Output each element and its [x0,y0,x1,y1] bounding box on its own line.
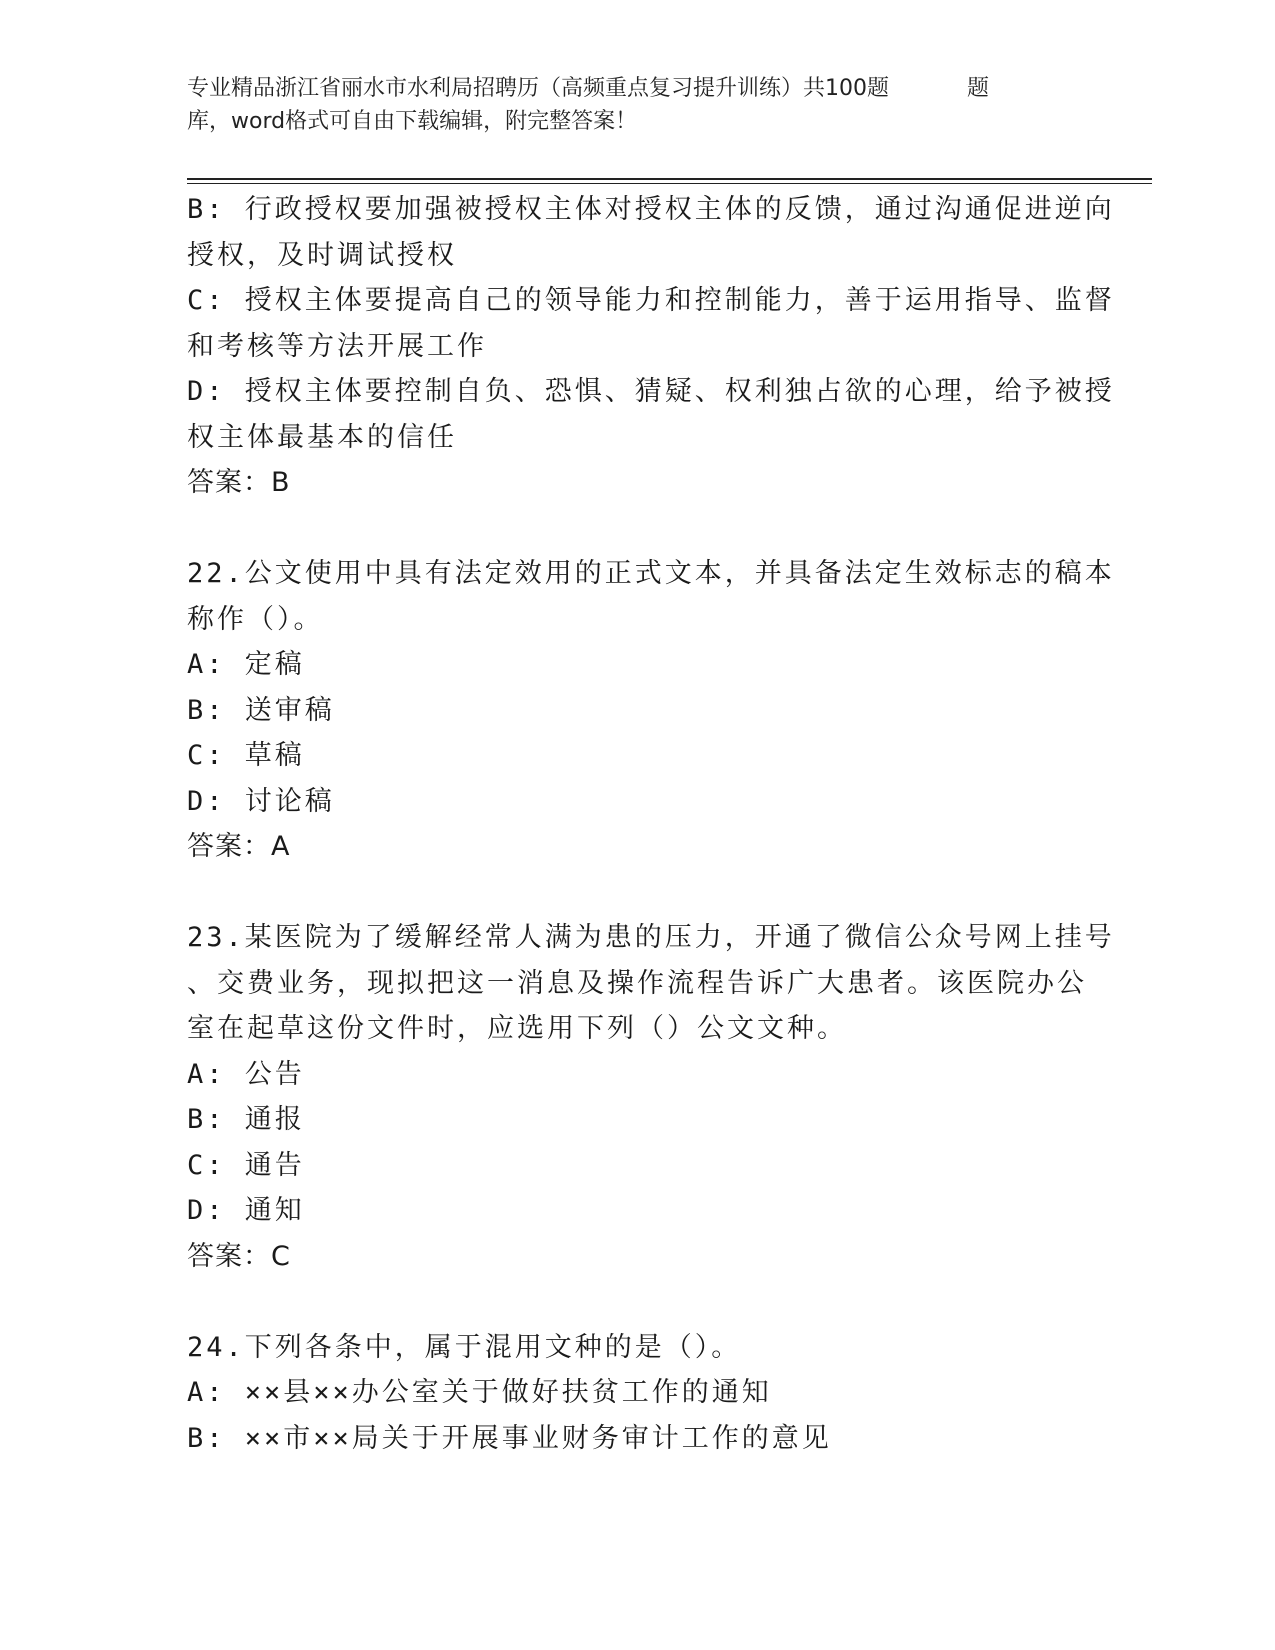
q23-question-line1: 23.某医院为了缓解经常人满为患的压力，开通了微信公众号网上挂号 [187,922,1115,953]
question-21-block [187,187,1115,506]
header-line-2: 库，word格式可自由下载编辑，附完整答案！ [187,109,638,134]
header-line-1 [187,72,1087,105]
q22-option-b: B: 送审稿 [187,694,335,726]
page-header [187,72,1087,138]
q23-option-a: A: 公告 [187,1058,305,1090]
spacer [187,1279,1067,1325]
q23-question-line2: 、交费业务，现拟把这一消息及操作流程告诉广大患者。该医院办公 [187,967,1087,999]
q21-answer: 答案：B [187,467,291,498]
q21-option-d-line2: 权主体最基本的信任 [187,421,457,453]
spacer [187,870,1067,916]
q21-option-c-line1: C: 授权主体要提高自己的领导能力和控制能力，善于运用指导、监督 [187,285,1115,316]
q22-answer: 答案：A [187,831,291,862]
header-title-text: 专业精品浙江省丽水市水利局招聘历（高频重点复习提升训练）共100题 [187,76,889,101]
q23-option-d: D: 通知 [187,1195,305,1226]
q21-option-c-line2: 和考核等方法开展工作 [187,330,487,362]
q22-question-line2: 称作（）。 [187,603,324,635]
header-title-tail: 题 [967,76,990,101]
q23-option-b: B: 通报 [187,1104,305,1135]
q22-option-c: C: 草稿 [187,740,305,771]
question-content [187,187,1115,1461]
q23-option-c: C: 通告 [187,1149,305,1181]
q23-answer: 答案：C [187,1240,291,1272]
q22-option-d: D: 讨论稿 [187,785,335,817]
q22-option-a: A: 定稿 [187,649,305,680]
q24-question-line1: 24.下列各条中，属于混用文种的是（）。 [187,1331,742,1363]
q21-option-b-line2: 授权，及时调试授权 [187,239,457,271]
q24-option-a: A: ××县××办公室关于做好扶贫工作的通知 [187,1377,772,1408]
spacer [187,506,1067,552]
q23-question-line3: 室在起草这份文件时，应选用下列（）公文文种。 [187,1013,847,1044]
q22-question-line1: 22.公文使用中具有法定效用的正式文本，并具备法定生效标志的稿本 [187,558,1115,589]
header-divider-thin [187,183,1152,184]
q21-option-d-line1: D: 授权主体要控制自负、恐惧、猜疑、权利独占欲的心理，给予被授 [187,376,1115,407]
question-23-block [187,915,1115,1279]
question-22-block [187,551,1115,870]
question-24-block [187,1325,1067,1462]
header-divider-thick [187,178,1152,180]
q21-option-b-line1: B: 行政授权要加强被授权主体对授权主体的反馈，通过沟通促进逆向 [187,194,1115,225]
q24-option-b: B: ××市××局关于开展事业财务审计工作的意见 [187,1422,832,1454]
